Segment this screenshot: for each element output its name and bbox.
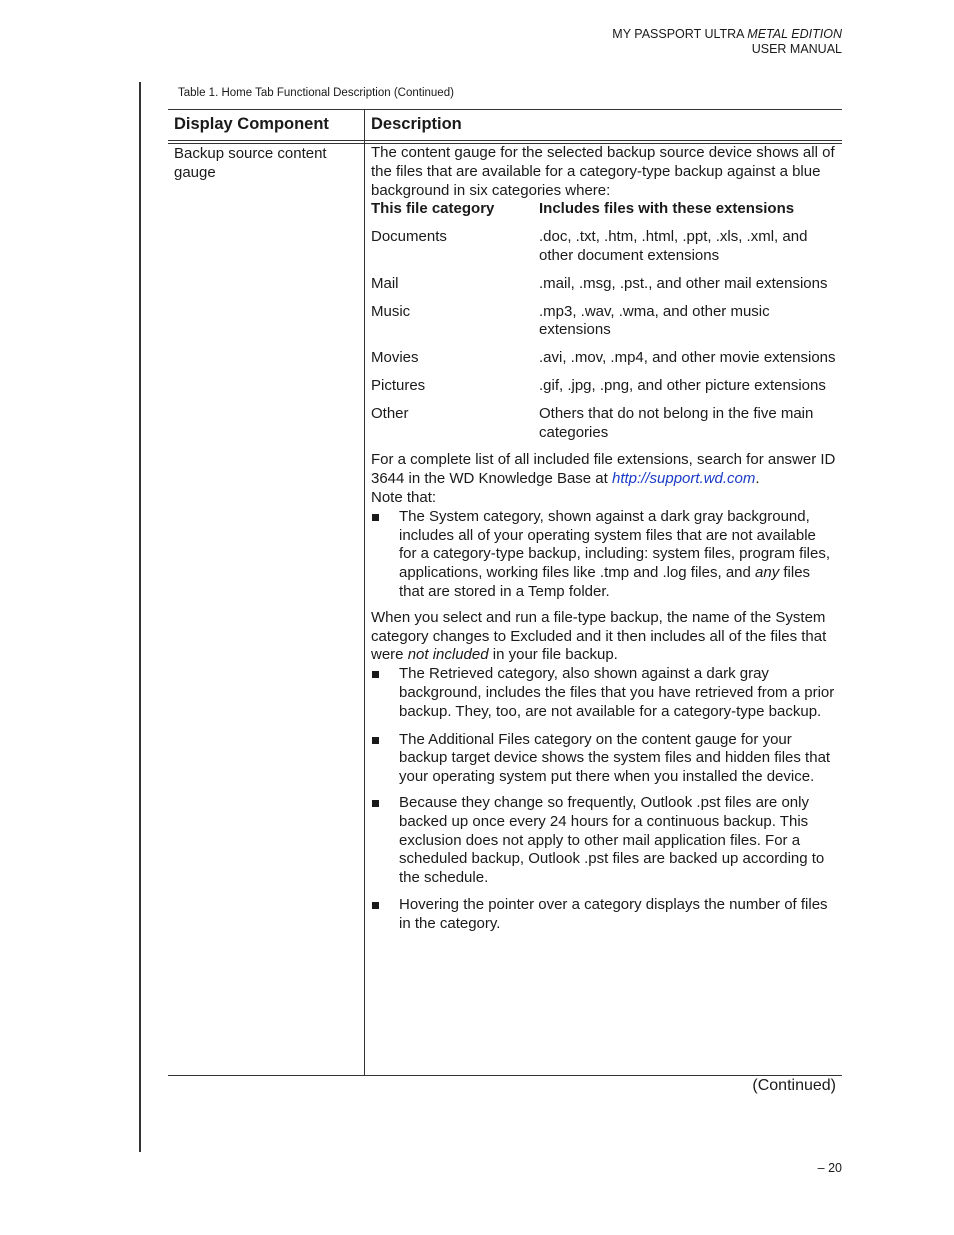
bullet-text: The Retrieved category, also shown against a dark gray background, includes the files that you have retrieved from a prior backup. They, too, are not available for a category-type backup. bbox=[399, 665, 835, 720]
category-extensions: .gif, .jpg, .png, and other picture extensions bbox=[539, 376, 826, 394]
bullet-text bbox=[399, 508, 837, 602]
bullet-system-subparagraph bbox=[371, 609, 837, 665]
left-margin-rule bbox=[139, 82, 141, 1152]
bullet-text-part: files that are stored in a Temp folder. bbox=[399, 564, 811, 600]
column-divider bbox=[364, 109, 365, 1076]
category-name: Music bbox=[371, 302, 411, 320]
table-top-border bbox=[168, 109, 842, 110]
bullet-text: Hovering the pointer over a category displays the number of files in the category. bbox=[399, 895, 828, 932]
page-header bbox=[612, 27, 842, 56]
category-name: Movies bbox=[371, 349, 419, 367]
header-title bbox=[612, 27, 842, 42]
bullet-square-icon bbox=[371, 794, 399, 888]
category-row-documents bbox=[371, 228, 837, 266]
bullet-hover-pointer bbox=[371, 896, 837, 934]
complete-list-paragraph bbox=[371, 451, 837, 489]
category-table bbox=[371, 200, 837, 442]
category-extensions: .doc, .txt, .htm, .html, .ppt, .xls, .xml, and other document extensions bbox=[539, 228, 808, 264]
header-title-prefix: MY PASSPORT ULTRA bbox=[612, 27, 748, 41]
bullet-retrieved-category bbox=[371, 665, 837, 721]
subparagraph-text-part: When you select and run a file-type backup, the name of the System category changes to Excluded and it then includes all of the files that were bbox=[371, 608, 827, 664]
header-rule-1 bbox=[168, 140, 842, 141]
subparagraph-emphasis: not included bbox=[407, 646, 489, 664]
bullet-text: The Additional Files category on the content gauge for your backup target device shows the system files and hidden files that your operating system put there when you installed the device. bbox=[399, 730, 831, 786]
category-row-pictures bbox=[371, 377, 837, 396]
table-caption: Table 1. Home Tab Functional Description (Continued) bbox=[178, 87, 454, 99]
category-extensions: .mail, .msg, .pst., and other mail extensions bbox=[539, 274, 828, 292]
header-title-edition: METAL EDITION bbox=[747, 27, 842, 41]
bullet-text-emphasis: any bbox=[755, 564, 780, 582]
bullet-additional-files bbox=[371, 731, 837, 787]
category-row-movies bbox=[371, 349, 837, 368]
bullet-system-category bbox=[371, 508, 837, 602]
category-name: Other bbox=[371, 404, 409, 422]
subparagraph-text-part: in your file backup. bbox=[488, 646, 618, 664]
continued-label: (Continued) bbox=[752, 1077, 836, 1094]
bullet-text: Because they change so frequently, Outlook .pst files are only backed up once every 24 hours for a continuous backup. This exclusion does not apply to other mail application files. For a scheduled backup, Outlook .pst files are backed up according to the schedule. bbox=[399, 793, 825, 887]
category-name: Pictures bbox=[371, 376, 426, 394]
functional-description-table bbox=[168, 109, 842, 1076]
category-row-mail bbox=[371, 275, 837, 294]
description-intro: The content gauge for the selected backup source device shows all of the files that are available for a category-type backup against a blue background in six categories where: bbox=[371, 144, 835, 199]
category-row-other bbox=[371, 405, 837, 443]
complete-list-end: . bbox=[755, 470, 760, 488]
complete-list-text: For a complete list of all included file extensions, search for answer ID 3644 in the WD Knowledge Base at bbox=[371, 451, 836, 488]
category-header-category: This file category bbox=[371, 200, 495, 218]
category-extensions: .avi, .mov, .mp4, and other movie extensions bbox=[539, 349, 836, 367]
category-row-music bbox=[371, 303, 837, 341]
category-name: Documents bbox=[371, 228, 447, 246]
bullet-square-icon bbox=[371, 896, 399, 934]
category-table-header bbox=[371, 200, 837, 219]
category-extensions: .mp3, .wav, .wma, and other music extensions bbox=[539, 302, 770, 339]
category-header-extensions: Includes files with these extensions bbox=[539, 200, 795, 218]
component-name: Backup source content gauge bbox=[174, 145, 327, 181]
bullet-text-part: The System category, shown against a dark gray background, includes all of your operating system files that are not available for a category-type backup, including: system files, program files, applications, working files like .tmp and .log files, and bbox=[399, 507, 831, 582]
table-bottom-border bbox=[168, 1075, 842, 1076]
header-subtitle: USER MANUAL bbox=[751, 41, 842, 56]
page-number: – 20 bbox=[817, 1161, 842, 1175]
column-header-description: Description bbox=[371, 115, 462, 133]
bullet-outlook-pst bbox=[371, 794, 837, 888]
description-cell bbox=[371, 144, 837, 940]
category-name: Mail bbox=[371, 274, 399, 292]
category-extensions: Others that do not belong in the five main categories bbox=[539, 404, 814, 441]
bullet-square-icon bbox=[371, 508, 399, 602]
bullet-square-icon bbox=[371, 665, 399, 721]
knowledge-base-link[interactable]: http://support.wd.com bbox=[611, 470, 756, 488]
bullet-square-icon bbox=[371, 731, 399, 787]
note-that-label: Note that: bbox=[371, 488, 437, 506]
column-header-component: Display Component bbox=[174, 115, 329, 133]
